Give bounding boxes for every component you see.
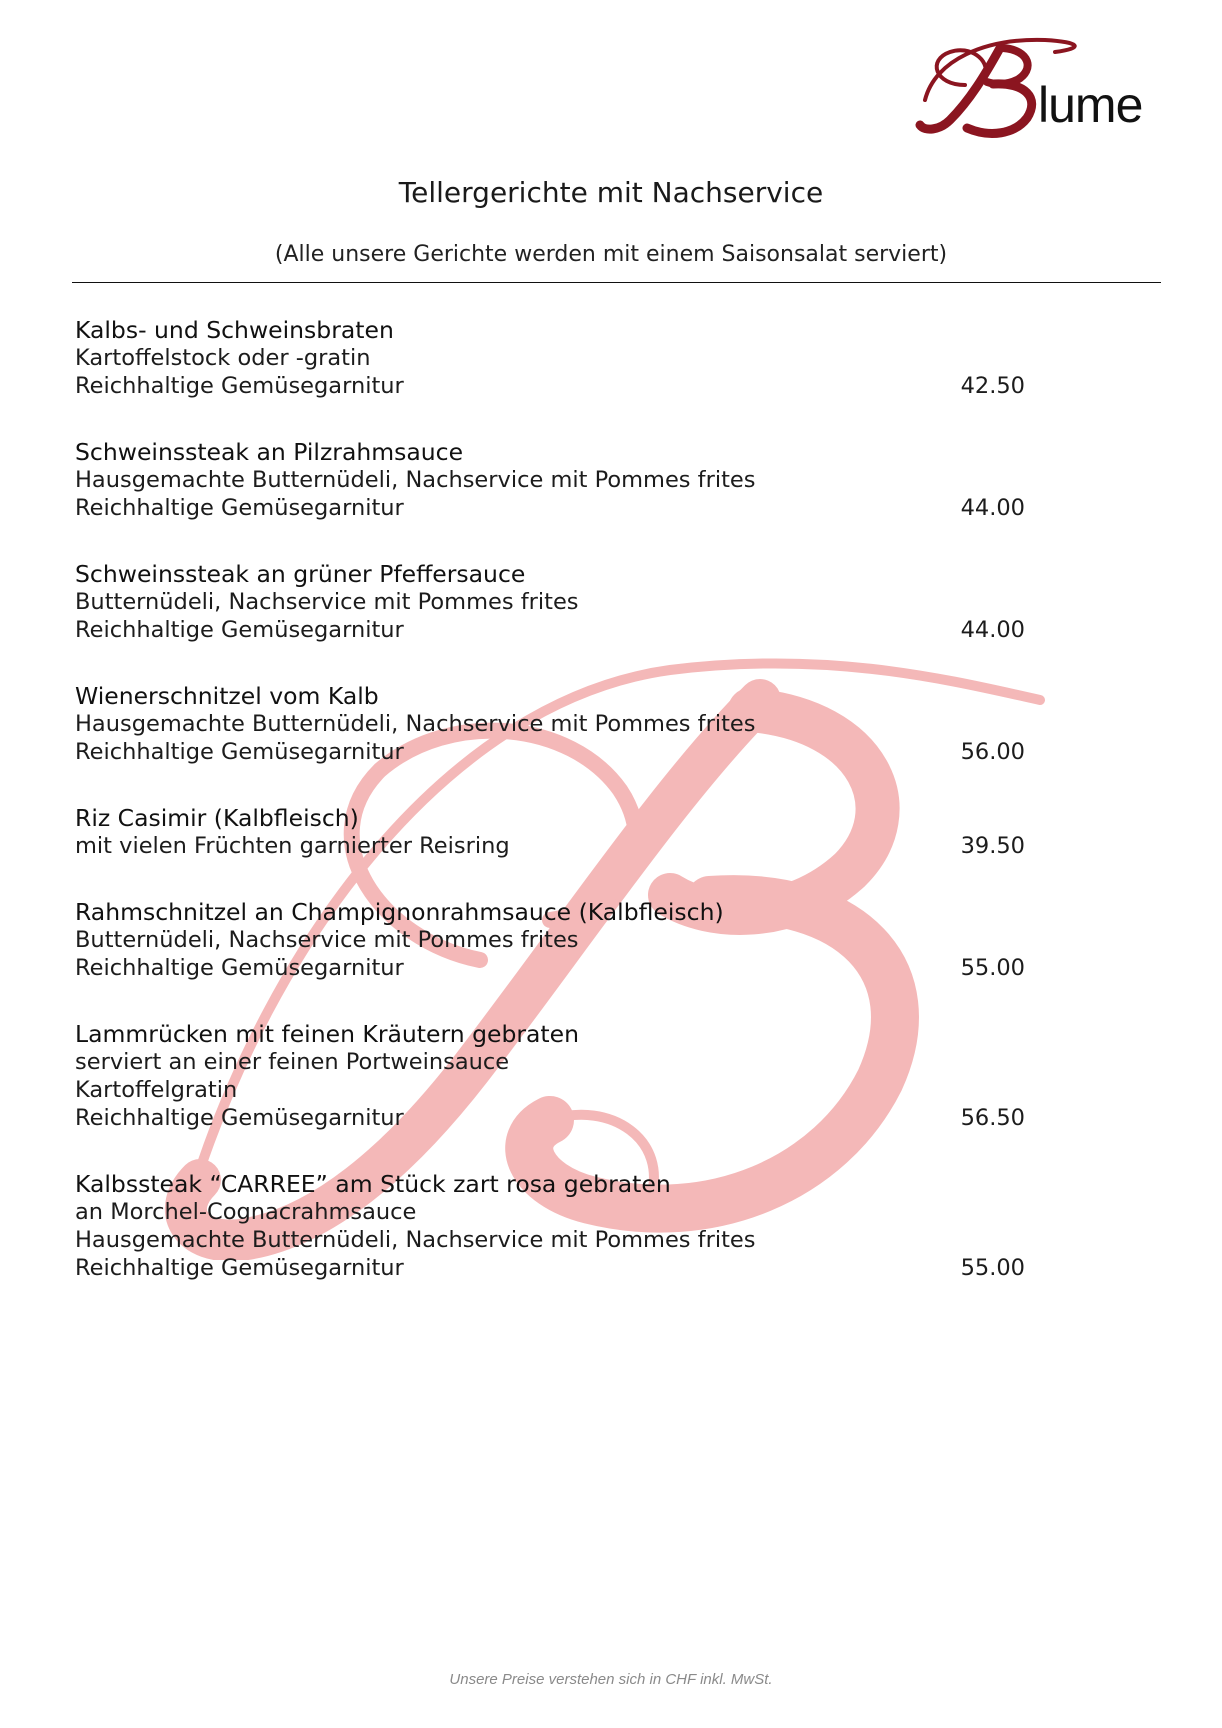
dish-description: serviert an einer feinen Portweinsauce xyxy=(75,1049,510,1075)
dish-description: Reichhaltige Gemüsegarnitur xyxy=(75,373,404,399)
dish-name: Rahmschnitzel an Champignonrahmsauce (Kalbfleisch) xyxy=(75,898,724,926)
dish-description: Kartoffelgratin xyxy=(75,1077,238,1103)
dish-name: Kalbssteak “CARREE” am Stück zart rosa gebraten xyxy=(75,1170,671,1198)
brand-logo-text: lume xyxy=(1038,77,1143,133)
price-note: Unsere Preise verstehen sich in CHF inkl. MwSt. xyxy=(449,1671,773,1688)
dish-name: Schweinssteak an Pilzrahmsauce xyxy=(75,438,464,466)
dish-name: Riz Casimir (Kalbfleisch) xyxy=(75,804,359,832)
dish-description: Reichhaltige Gemüsegarnitur xyxy=(75,739,404,765)
dish-description: Reichhaltige Gemüsegarnitur xyxy=(75,617,404,643)
menu-item xyxy=(75,898,1025,982)
dish-description: Hausgemachte Butternüdeli, Nachservice mit Pommes frites xyxy=(75,1227,756,1253)
dish-name: Lammrücken mit feinen Kräutern gebraten xyxy=(75,1020,579,1048)
dish-description: an Morchel-Cognacrahmsauce xyxy=(75,1199,417,1225)
dish-price: 55.00 xyxy=(960,955,1025,981)
menu-list xyxy=(75,316,1025,1320)
dish-price: 44.00 xyxy=(960,617,1025,643)
menu-item xyxy=(75,682,1025,766)
dish-name: Kalbs- und Schweinsbraten xyxy=(75,316,394,344)
dish-description: Kartoffelstock oder -gratin xyxy=(75,345,371,371)
dish-description: Reichhaltige Gemüsegarnitur xyxy=(75,1255,404,1281)
menu-item xyxy=(75,438,1025,522)
dish-description: Reichhaltige Gemüsegarnitur xyxy=(75,1105,404,1131)
menu-item xyxy=(75,1020,1025,1132)
dish-price: 39.50 xyxy=(960,833,1025,859)
dish-price: 56.50 xyxy=(960,1105,1025,1131)
menu-item xyxy=(75,804,1025,860)
dish-name: Wienerschnitzel vom Kalb xyxy=(75,682,379,710)
page-subtitle: (Alle unsere Gerichte werden mit einem Saisonsalat serviert) xyxy=(274,242,948,267)
menu-item xyxy=(75,560,1025,644)
dish-description: Hausgemachte Butternüdeli, Nachservice mit Pommes frites xyxy=(75,711,756,737)
dish-description: Reichhaltige Gemüsegarnitur xyxy=(75,955,404,981)
dish-price: 42.50 xyxy=(960,373,1025,399)
dish-name: Schweinssteak an grüner Pfeffersauce xyxy=(75,560,526,588)
dish-price: 56.00 xyxy=(960,739,1025,765)
dish-description: Butternüdeli, Nachservice mit Pommes frites xyxy=(75,927,579,953)
header-divider xyxy=(72,282,1161,283)
dish-description: Butternüdeli, Nachservice mit Pommes frites xyxy=(75,589,579,615)
menu-item xyxy=(75,1170,1025,1282)
dish-description: Hausgemachte Butternüdeli, Nachservice mit Pommes frites xyxy=(75,467,756,493)
menu-item xyxy=(75,316,1025,400)
page-title: Tellergerichte mit Nachservice xyxy=(398,176,824,209)
dish-price: 44.00 xyxy=(960,495,1025,521)
dish-description: mit vielen Früchten garnierter Reisring xyxy=(75,833,510,859)
dish-price: 55.00 xyxy=(960,1255,1025,1281)
dish-description: Reichhaltige Gemüsegarnitur xyxy=(75,495,404,521)
